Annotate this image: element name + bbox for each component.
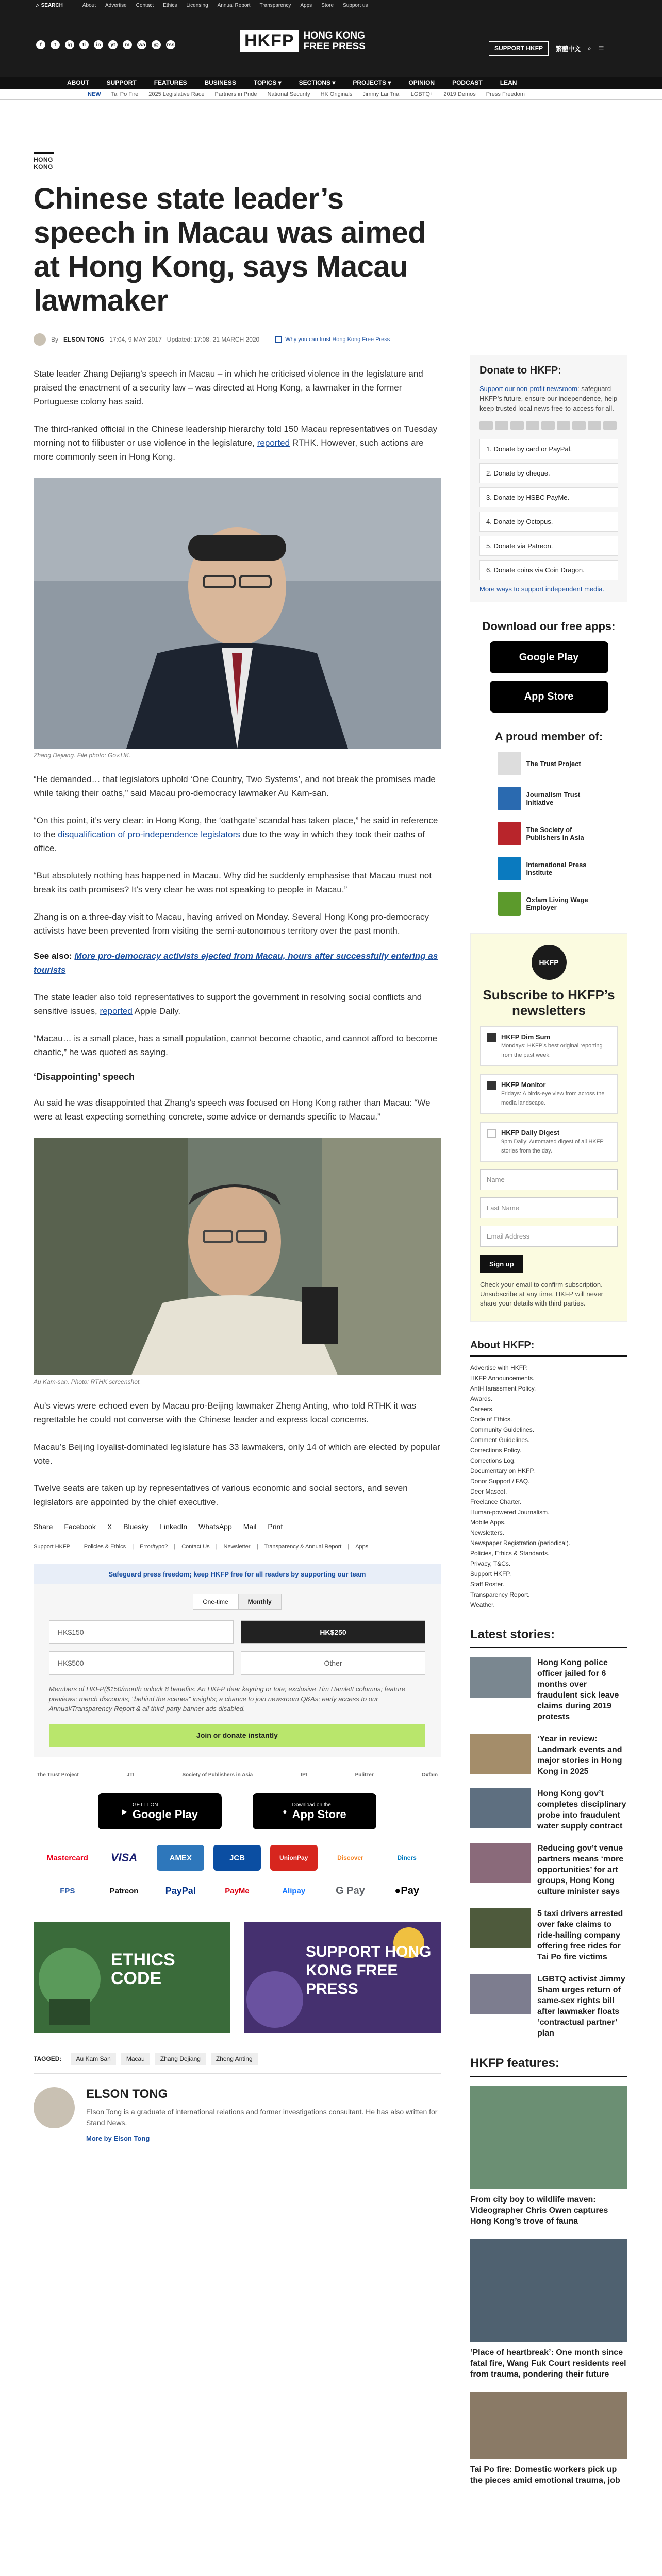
main-nav xyxy=(0,77,662,89)
share-whatsapp[interactable]: WhatsApp xyxy=(198,1522,232,1531)
card-icon xyxy=(572,421,586,430)
about-link[interactable]: Community Guidelines. xyxy=(470,1426,535,1433)
author-link[interactable]: ELSON TONG xyxy=(63,336,105,343)
inline-link[interactable]: disqualification of pro-independence legislators xyxy=(58,829,240,839)
card-icon xyxy=(510,421,524,430)
google-play-button[interactable]: ▶ GET IT ON Google Play xyxy=(98,1793,222,1829)
story-thumbnail xyxy=(470,1974,531,2014)
utility-link-advertise[interactable]: Advertise xyxy=(105,2,127,8)
more-by-author-link[interactable]: More by Elson Tong xyxy=(86,2134,150,2142)
google-play-button[interactable]: Google Play xyxy=(490,641,608,673)
paragraph: “On this point, it’s very clear: in Hong Kong, the ‘oathgate’ scandal has taken place,” he said in reference to the disqualification of pro-independence legislators due to the way in which they took their oaths of office. xyxy=(34,816,438,853)
utility-link-transparency[interactable]: Transparency xyxy=(259,2,291,8)
facebook-icon[interactable]: f xyxy=(36,40,45,49)
trending-link[interactable]: 2019 Demos xyxy=(443,91,476,97)
byline-prefix: By xyxy=(51,336,59,343)
nav-opinion[interactable]: OPINION xyxy=(408,79,435,87)
payment-methods xyxy=(34,1845,441,1904)
app-store-button[interactable]: ● Download on the App Store xyxy=(253,1793,376,1829)
share-print[interactable]: Print xyxy=(268,1522,283,1531)
partner-ipi[interactable]: International Press Institute xyxy=(498,857,601,880)
trending-link[interactable]: Press Freedom xyxy=(486,91,525,97)
inline-link[interactable]: reported xyxy=(100,1006,133,1016)
utility-link-apps[interactable]: Apps xyxy=(300,2,312,8)
visa-logo: VISA xyxy=(110,1851,138,1864)
donation-frequency xyxy=(34,1594,441,1610)
about-link[interactable]: Support HKFP. xyxy=(470,1570,511,1578)
language-switch[interactable]: 繁體中文 xyxy=(556,45,581,53)
apple-pay-logo: ● Pay xyxy=(394,1885,419,1896)
about-links xyxy=(470,1363,627,1610)
newsletter-option-daily-digest[interactable]: HKFP Daily Digest 9pm Daily: Automated digest of all HKFP stories from the day. xyxy=(480,1122,618,1162)
about-link[interactable]: Weather. xyxy=(470,1601,495,1608)
footer-link[interactable]: Apps xyxy=(355,1544,369,1550)
about-link[interactable]: Code of Ethics. xyxy=(470,1416,512,1423)
paragraph: The third-ranked official in the Chinese leadership hierarchy told 150 Macau representatives on Tuesday morning not to filibuster or use violence in the legislature, reported RTHK. However, such actions are more commonly seen in Hong Kong. xyxy=(34,424,438,462)
author-bio: Elson Tong is a graduate of international relations and former investigations consultant. He has also written for Stand News. xyxy=(86,2108,438,2127)
tag-link[interactable]: Macau xyxy=(121,2053,150,2065)
payme-logo: PayMe xyxy=(225,1886,250,1895)
feature-story[interactable]: ‘Place of heartbreak’: One month since fatal fire, Wang Fuk Court residents reel from trauma, pondering their future xyxy=(470,2239,627,2380)
about-widget xyxy=(470,1340,627,1610)
nav-projects[interactable]: PROJECTS ▾ xyxy=(353,79,391,87)
newsletter-signup xyxy=(470,933,627,1322)
amount-option[interactable]: HK$500 xyxy=(49,1651,234,1675)
partners-widget xyxy=(470,730,627,916)
email-field[interactable]: Email Address xyxy=(480,1226,618,1247)
latest-story[interactable]: LGBTQ activist Jimmy Sham urges return of same-sex rights bill after lawmaker floats ‘contractual partner’ plan xyxy=(470,1974,627,2039)
threads-icon[interactable]: ti xyxy=(79,40,89,49)
new-badge: NEW xyxy=(88,91,101,97)
unionpay-logo: UnionPay xyxy=(270,1845,318,1871)
section-kicker[interactable]: HONG KONG xyxy=(34,152,54,171)
latest-story[interactable]: Reducing gov’t venue partners means ‘more opportunities’ for art groups, Hong Kong culture minister says xyxy=(470,1843,627,1897)
partner-logo: JTI xyxy=(126,1772,135,1778)
inline-link[interactable]: reported xyxy=(257,438,290,448)
paragraph: Au’s views were echoed even by Macau pro-Beijing lawmaker Zheng Anting, who told RTHK it was regrettable he could not converse with the Chinese leader and express local concerns. xyxy=(34,1401,417,1425)
nav-lean[interactable]: LEAN xyxy=(500,79,517,87)
feature-image xyxy=(470,2392,627,2459)
card-icon xyxy=(479,421,493,430)
trust-project-icon xyxy=(275,336,282,343)
amount-option-other[interactable]: Other xyxy=(241,1651,425,1675)
tag-link[interactable]: Zheng Anting xyxy=(211,2053,258,2065)
hkfp-features xyxy=(470,2056,627,2486)
story-thumbnail xyxy=(470,1908,531,1948)
about-link[interactable]: Transparency Report. xyxy=(470,1591,530,1598)
masthead-actions xyxy=(489,41,604,56)
support-newsroom-link[interactable]: Support our non-profit newsroom xyxy=(479,385,578,393)
trending-link[interactable]: National Security xyxy=(267,91,310,97)
menu-icon[interactable]: ☰ xyxy=(598,45,604,52)
subheading: ‘Disappointing’ speech xyxy=(34,1072,135,1082)
footer-link[interactable]: Support HKFP xyxy=(34,1544,70,1550)
donate-option[interactable]: 5. Donate via Patreon. xyxy=(479,536,618,556)
about-link[interactable]: Policies, Ethics & Standards. xyxy=(470,1550,550,1557)
oxfam-logo xyxy=(498,892,521,916)
partner-logo: Pulitzer xyxy=(355,1772,374,1778)
masthead xyxy=(0,10,662,77)
about-link[interactable]: Human-powered Journalism. xyxy=(470,1509,550,1516)
patreon-logo: Patreon xyxy=(109,1886,139,1895)
tab-monthly[interactable]: Monthly xyxy=(238,1594,282,1610)
nav-topics[interactable]: TOPICS ▾ xyxy=(253,79,282,87)
photo-caption: Au Kam-san. Photo: RTHK screenshot. xyxy=(34,1378,141,1385)
app-store-buttons xyxy=(34,1793,441,1829)
signup-button[interactable]: Sign up xyxy=(480,1255,523,1273)
share-x[interactable]: X xyxy=(107,1522,112,1531)
photo-caption: Zhang Dejiang. File photo: Gov.HK. xyxy=(34,752,131,759)
paragraph: “Macau… is a small place, has a small population, cannot become chaotic, and cannot afford to become chaotic,” he was quoted as saying. xyxy=(34,1033,438,1057)
footer-link[interactable]: Policies & Ethics xyxy=(84,1544,126,1550)
donate-widget xyxy=(470,355,627,602)
partner-logo: IPI xyxy=(301,1772,307,1778)
author-name[interactable]: ELSON TONG xyxy=(86,2087,168,2101)
trending-link[interactable]: Partners in Pride xyxy=(214,91,257,97)
utility-link-support[interactable]: Support us xyxy=(343,2,368,8)
partner-logo: The Trust Project xyxy=(37,1772,79,1778)
last-name-field[interactable]: Last Name xyxy=(480,1197,618,1218)
fps-logo: FPS xyxy=(60,1886,75,1895)
email-icon[interactable]: @ xyxy=(152,40,161,49)
utility-link-ethics[interactable]: Ethics xyxy=(163,2,177,8)
x-icon[interactable]: t xyxy=(51,40,60,49)
footer-link[interactable]: Error/typo? xyxy=(139,1544,168,1550)
utility-links xyxy=(82,3,368,8)
utility-link-contact[interactable]: Contact xyxy=(136,2,154,8)
share-mail[interactable]: Mail xyxy=(243,1522,257,1531)
donate-option[interactable]: 1. Donate by card or PayPal. xyxy=(479,439,618,459)
tag-link[interactable]: Zhang Dejiang xyxy=(155,2053,206,2065)
mastercard-logo: Mastercard xyxy=(46,1853,88,1862)
trust-project-logo xyxy=(498,752,521,775)
donate-option[interactable]: 3. Donate by HSBC PayMe. xyxy=(479,487,618,507)
partner-sopa[interactable]: The Society of Publishers in Asia xyxy=(498,822,601,845)
tags-label: TAGGED: xyxy=(34,2055,62,2062)
feature-story[interactable]: From city boy to wildlife maven: Videographer Chris Owen captures Hong Kong’s trove of fauna xyxy=(470,2086,627,2227)
about-link[interactable]: Anti-Harassment Policy. xyxy=(470,1385,536,1392)
top-utility-bar xyxy=(0,0,662,10)
partner-oxfam[interactable]: Oxfam Living Wage Employer xyxy=(498,892,601,916)
latest-story[interactable]: Hong Kong gov’t completes disciplinary probe into fraudulent water supply contract xyxy=(470,1788,627,1832)
checkbox-checked[interactable] xyxy=(487,1081,496,1090)
donate-note: Members of HKFP($150/month unlock 8 benefits: An HKFP dear keyring or tote; exclusive Tim Hamlett columns; feature previews; merch discounts; "behind the scenes" insights; a chance to join newsroom Q&As; early access to our Annual/Transparency Report & all third-party banner ads disabled. xyxy=(49,1685,406,1713)
apps-widget xyxy=(470,620,627,713)
author-box xyxy=(34,2087,441,2142)
nav-support[interactable]: SUPPORT xyxy=(106,79,137,87)
ipi-logo xyxy=(498,857,521,880)
mastodon-icon[interactable]: m xyxy=(123,40,132,49)
jti-logo xyxy=(498,787,521,810)
more-ways-link[interactable]: More ways to support independent media. xyxy=(479,585,605,593)
footer-link[interactable]: Contact Us xyxy=(181,1544,210,1550)
donation-amounts xyxy=(34,1610,441,1675)
photo-illustration xyxy=(34,478,441,749)
paypal-logo: PayPal xyxy=(165,1885,196,1896)
about-link[interactable]: HKFP Announcements. xyxy=(470,1375,535,1382)
whatsapp-icon[interactable]: wa xyxy=(137,40,146,49)
paragraph: Macau’s Beijing loyalist-dominated legislature has 33 lawmakers, only 14 of which are elected by popular vote. xyxy=(34,1442,440,1466)
paragraph: State leader Zhang Dejiang’s speech in Macau – in which he criticised violence in the legislature and praised the enactment of a security law – was directed at Hong Kong, a lawmaker in the former Portuguese colony has said. xyxy=(34,369,423,406)
see-also-link[interactable]: More pro-democracy activists ejected from Macau, hours after successfully entering as tourists xyxy=(34,951,438,975)
latest-story[interactable]: 5 taxi drivers arrested over fake claims to ride-hailing company offering free rides for Tai Po fire victims xyxy=(470,1908,627,1962)
about-link[interactable]: Mobile Apps. xyxy=(470,1519,506,1526)
youtube-icon[interactable]: yt xyxy=(108,40,118,49)
join-donate-button[interactable]: Join or donate instantly xyxy=(49,1724,425,1747)
apple-icon: ● xyxy=(283,1807,287,1816)
story-thumbnail xyxy=(470,1734,531,1774)
instagram-icon[interactable]: ig xyxy=(65,40,74,49)
paragraph: “He demanded… that legislators uphold ‘One Country, Two Systems’, and not break the promises made while taking their oaths,” said Macau pro-democracy lawmaker Au Kam-san. xyxy=(34,774,436,798)
hkfp-badge: HKFP xyxy=(532,945,567,980)
site-logo[interactable] xyxy=(240,30,366,52)
newsletter-title: Subscribe to HKFP’s newsletters xyxy=(483,987,615,1018)
widget-title: Download our free apps: xyxy=(482,620,616,633)
amount-option-selected[interactable]: HK$250 xyxy=(241,1620,425,1644)
logo-box: HKFP xyxy=(240,30,299,52)
story-thumbnail xyxy=(470,1788,531,1828)
latest-stories xyxy=(470,1628,627,2039)
about-link[interactable]: Corrections Log. xyxy=(470,1457,516,1464)
google-pay-logo: G Pay xyxy=(336,1885,365,1896)
diners-logo: Diners xyxy=(397,1854,417,1861)
paragraph: “But absolutely nothing has happened in Macau. Why did he suddenly emphasise that Macau must not break its oath promises? It’s very clear he was not speaking to people in Macau.” xyxy=(34,871,432,894)
amex-logo: AMEX xyxy=(157,1845,204,1871)
utility-link-annual-report[interactable]: Annual Report xyxy=(217,2,251,8)
feature-story[interactable]: Tai Po fire: Domestic workers pick up the pieces amid emotional trauma, job xyxy=(470,2392,627,2486)
donate-option[interactable]: 2. Donate by cheque. xyxy=(479,463,618,483)
card-icon xyxy=(588,421,601,430)
about-link[interactable]: Newsletters. xyxy=(470,1529,505,1536)
byline xyxy=(34,333,441,346)
card-icon xyxy=(603,421,617,430)
donate-option[interactable]: 6. Donate coins via Coin Dragon. xyxy=(479,560,618,580)
nav-about[interactable]: ABOUT xyxy=(67,79,89,87)
donate-option[interactable]: 4. Donate by Octopus. xyxy=(479,512,618,532)
sidebar xyxy=(470,355,627,2498)
card-icon xyxy=(541,421,555,430)
widget-title: About HKFP: xyxy=(470,1340,627,1357)
donate-blurb: Support our non-profit newsroom: safeguard HKFP’s future, ensure our independence, help keep trusted local news free-to-access for all. xyxy=(479,385,618,412)
paragraph: The state leader also told representatives to support the government in resolving social conflicts and sensitive issues, reported Apple Daily. xyxy=(34,992,422,1016)
paragraph: Au said he was disappointed that Zhang’s speech was focused on Hong Kong rather than Macau: “We were at least expecting something concrete, some advice or demands specific to Macau.” xyxy=(34,1098,431,1122)
about-link[interactable]: Deer Mascot. xyxy=(470,1488,507,1495)
search-button[interactable]: ⌕ SEARCH xyxy=(36,2,63,8)
partner-trust-project[interactable]: The Trust Project xyxy=(498,752,601,775)
app-store-button[interactable]: App Store xyxy=(490,681,608,713)
about-link[interactable]: Advertise with HKFP. xyxy=(470,1364,528,1371)
article-photo-zhang-dejiang xyxy=(34,478,441,749)
tag-link[interactable]: Au Kam San xyxy=(71,2053,115,2065)
trending-link[interactable]: 2025 Legislative Race xyxy=(148,91,205,97)
about-link[interactable]: Awards. xyxy=(470,1395,493,1402)
nav-business[interactable]: BUSINESS xyxy=(204,79,236,87)
amount-option[interactable]: HK$150 xyxy=(49,1620,234,1644)
about-link[interactable]: Staff Roster. xyxy=(470,1581,504,1588)
name-field[interactable]: Name xyxy=(480,1169,618,1190)
paragraph: Zhang is on a three-day visit to Macau, having arrived on Monday. Several Hong Kong pro-democracy activists have been prevented from visiting the semi-autonomous territory over the past month. xyxy=(34,912,429,936)
partner-logo: Society of Publishers in Asia xyxy=(182,1772,253,1778)
article-photo-au-kam-san xyxy=(34,1138,441,1375)
trust-link[interactable]: Why you can trust Hong Kong Free Press xyxy=(275,336,390,343)
donate-heading: Safeguard press freedom; keep HKFP free for all readers by supporting our team xyxy=(34,1564,441,1584)
trending-nav xyxy=(0,89,662,100)
social-icons xyxy=(36,40,175,49)
checkbox-checked[interactable] xyxy=(487,1033,496,1042)
card-icon xyxy=(495,421,508,430)
logo-wordmark: HONG KONG FREE PRESS xyxy=(303,30,366,52)
card-icon xyxy=(557,421,570,430)
about-link[interactable]: Corrections Policy. xyxy=(470,1447,522,1454)
about-link[interactable]: Comment Guidelines. xyxy=(470,1436,530,1444)
rss-icon[interactable]: rss xyxy=(166,40,175,49)
trending-link[interactable]: HK Originals xyxy=(320,91,353,97)
alipay-logo: Alipay xyxy=(282,1886,306,1895)
newsletter-option-dim-sum[interactable]: HKFP Dim Sum Mondays: HKFP’s best original reporting from the past week. xyxy=(480,1026,618,1066)
story-thumbnail xyxy=(470,1843,531,1883)
donate-options xyxy=(479,439,618,580)
newsletter-option-monitor[interactable]: HKFP Monitor Fridays: A birds-eye view from across the media landscape. xyxy=(480,1074,618,1114)
widget-title: Latest stories: xyxy=(470,1628,627,1648)
utility-link-store[interactable]: Store xyxy=(321,2,334,8)
sopa-logo xyxy=(498,822,521,845)
latest-story[interactable]: Hong Kong police officer jailed for 6 months over fraudulent sick leave claims during 2019 protests xyxy=(470,1657,627,1722)
article-headline: Chinese state leader’s speech in Macau was aimed at Hong Kong, says Macau lawmaker xyxy=(34,182,426,317)
share-label: Share xyxy=(34,1522,53,1531)
tab-one-time[interactable]: One-time xyxy=(193,1594,238,1610)
photo-illustration xyxy=(34,1138,441,1375)
jcb-logo: JCB xyxy=(213,1845,261,1871)
share-facebook[interactable]: Facebook xyxy=(64,1522,96,1531)
search-icon: ⌕ xyxy=(36,2,39,8)
support-hkfp-banner[interactable]: SUPPORT HONG KONG FREE PRESS xyxy=(244,1922,441,2033)
about-link[interactable]: Privacy, T&Cs. xyxy=(470,1560,511,1567)
partner-jti[interactable]: Journalism Trust Initiative xyxy=(498,787,601,810)
utility-link-licensing[interactable]: Licensing xyxy=(186,2,208,8)
about-link[interactable]: Careers. xyxy=(470,1405,494,1413)
publish-date: 17:04, 9 MAY 2017 xyxy=(109,336,162,343)
nav-podcast[interactable]: PODCAST xyxy=(452,79,483,87)
share-bluesky[interactable]: Bluesky xyxy=(123,1522,149,1531)
article-footer-links: Support HKFP | Policies & Ethics | Error/typo? | Contact Us | Newsletter | Transparency & Annual Report | Apps xyxy=(34,1544,369,1550)
trending-link[interactable]: Tai Po Fire xyxy=(111,91,139,97)
promo-banners xyxy=(34,1922,441,2033)
updated-date: Updated: 17:08, 21 MARCH 2020 xyxy=(167,336,260,343)
widget-title: Donate to HKFP: xyxy=(479,365,561,376)
partner-logos-row xyxy=(34,1772,441,1778)
story-thumbnail xyxy=(470,1657,531,1698)
payment-icons xyxy=(479,421,618,430)
discover-logo: Discover xyxy=(337,1854,363,1861)
nav-features[interactable]: FEATURES xyxy=(154,79,187,87)
support-hkfp-button[interactable]: SUPPORT HKFP xyxy=(489,41,549,56)
feature-image xyxy=(470,2086,627,2189)
share-linkedin[interactable]: LinkedIn xyxy=(160,1522,188,1531)
footer-link[interactable]: Transparency & Annual Report xyxy=(264,1544,342,1550)
checkbox-unchecked[interactable] xyxy=(487,1129,496,1138)
widget-title: HKFP features: xyxy=(470,2056,627,2077)
search-icon[interactable]: ⌕ xyxy=(588,44,591,52)
partner-logo: Oxfam xyxy=(421,1772,438,1778)
latest-story[interactable]: ‘Year in review: Landmark events and major stories in Hong Kong in 2025 xyxy=(470,1734,627,1777)
card-icon xyxy=(526,421,539,430)
about-link[interactable]: Documentary on HKFP. xyxy=(470,1467,535,1475)
feature-image xyxy=(470,2239,627,2342)
author-avatar xyxy=(34,333,46,346)
share-bar xyxy=(34,1522,441,1535)
about-link[interactable]: Newspaper Registration (periodical). xyxy=(470,1539,571,1547)
article xyxy=(34,139,441,2142)
article-tags xyxy=(34,2053,441,2074)
see-also: See also: More pro-democracy activists ejected from Macau, hours after successfully entering as tourists xyxy=(34,951,438,975)
donate-panel xyxy=(34,1564,441,1757)
about-link[interactable]: Freelance Charter. xyxy=(470,1498,522,1505)
paragraph: Twelve seats are taken up by representatives of various economic and social sectors, and seven legislators are appointed by the chief executive. xyxy=(34,1483,408,1507)
footer-link[interactable]: Newsletter xyxy=(223,1544,251,1550)
newsletter-note: Check your email to confirm subscription. Unsubscribe at any time. HKFP will never share your details with third parties. xyxy=(480,1281,603,1307)
trending-link[interactable]: LGBTQ+ xyxy=(410,91,434,97)
author-avatar xyxy=(34,2087,75,2128)
nav-sections[interactable]: SECTIONS ▾ xyxy=(299,79,336,87)
trending-link[interactable]: Jimmy Lai Trial xyxy=(362,91,401,97)
apple-icon: ● xyxy=(394,1885,401,1896)
google-play-icon: ▶ xyxy=(122,1807,127,1816)
linkedin-icon[interactable]: in xyxy=(94,40,103,49)
utility-link-about[interactable]: About xyxy=(82,2,96,8)
about-link[interactable]: Donor Support / FAQ. xyxy=(470,1478,530,1485)
ethics-code-banner[interactable]: ETHICS CODE xyxy=(34,1922,230,2033)
widget-title: A proud member of: xyxy=(494,730,603,743)
